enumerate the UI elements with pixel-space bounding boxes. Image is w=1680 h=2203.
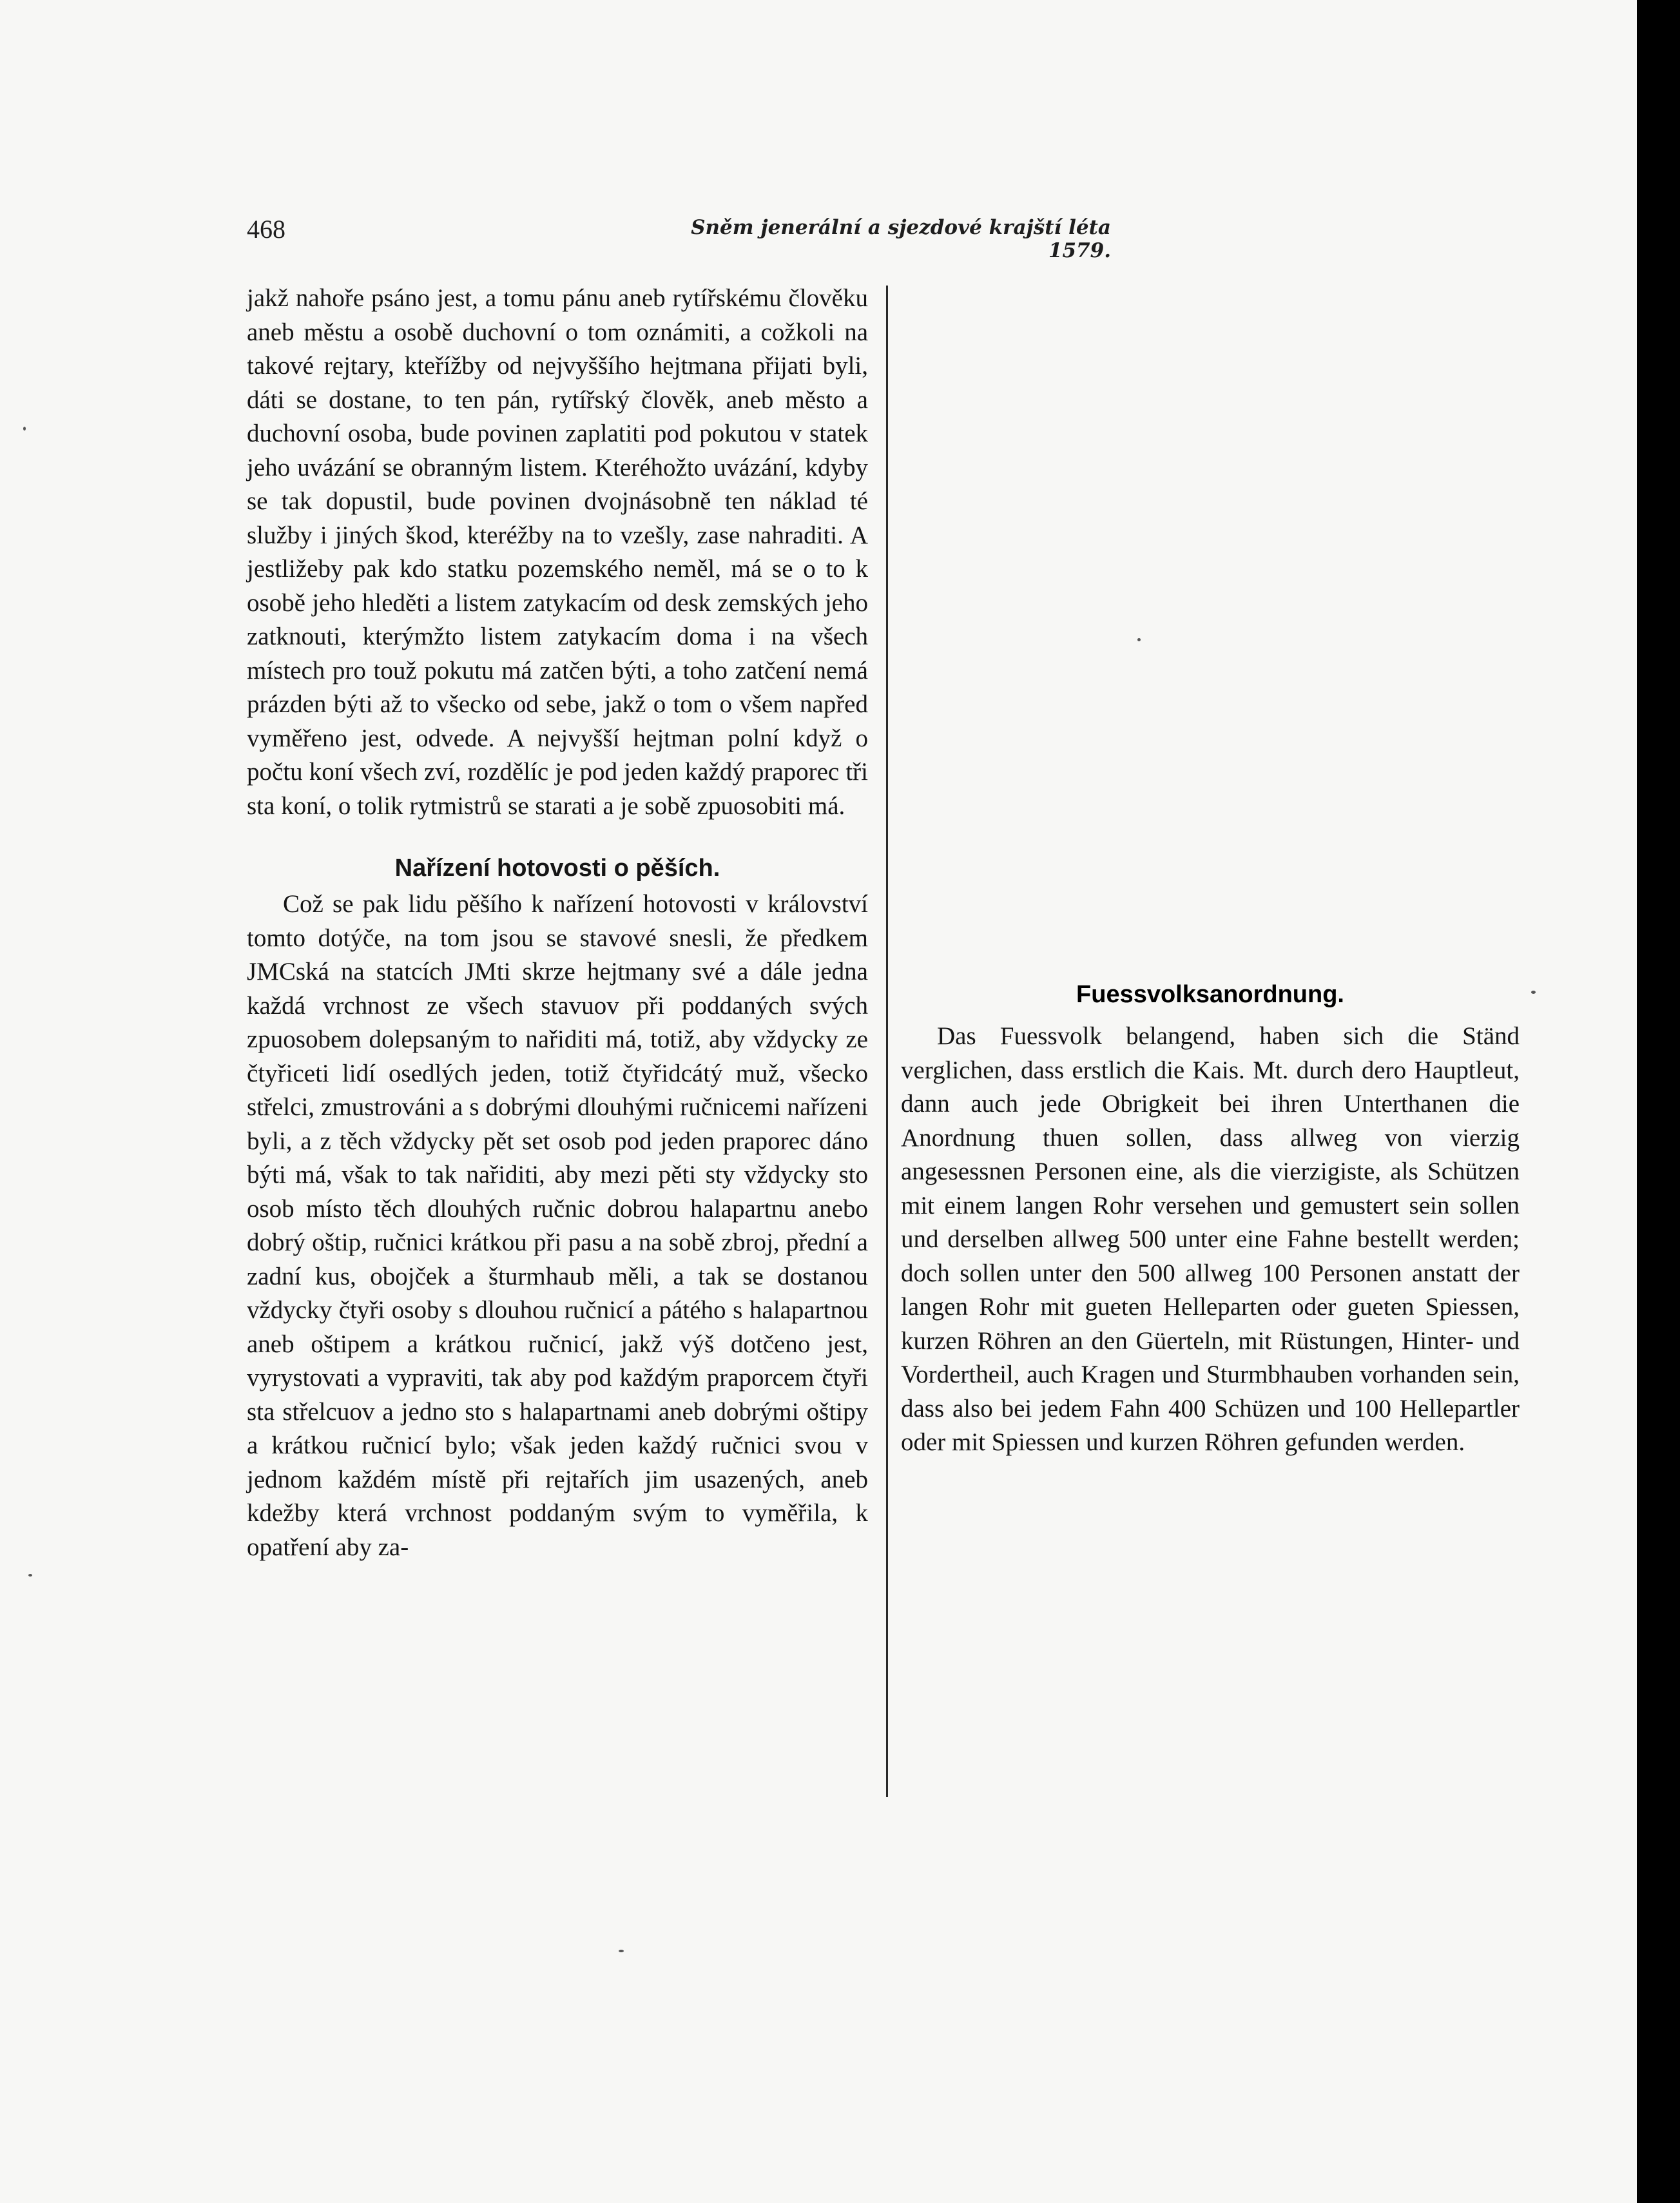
running-title: Sněm jenerální a sjezdové krajští léta 1579.	[691, 216, 1111, 262]
right-section-heading: Fuessvolksanordnung.	[1076, 981, 1344, 1008]
scan-speck	[1137, 638, 1141, 641]
scan-border	[1637, 0, 1680, 2203]
scan-speck	[619, 1950, 624, 1952]
left-section-heading: Nařízení hotovosti o pěších.	[394, 855, 720, 882]
scan-speck	[28, 1574, 32, 1577]
scan-speck	[23, 427, 26, 431]
right-paragraph-infantry: Das Fuessvolk belangend, haben sich die Ständ verglichen, dass erstlich die Kais. Mt. durch dero Hauptleut, dann auch jede Obrigkeit bei ihren Unterthanen die Anordnung thuen sollen, dass allweg von vierzig angesessnen Personen eine, als die vierzigiste, als Schützen mit einem langen Rohr versehen und gemustert sein sollen und derselben allweg 500 unter eine Fahne bestellt werden; doch sollen unter den 500 allweg 100 Personen anstatt der langen Rohr mit gueten Helleparten oder gueten Spiessen, kurzen Röhren an den Güerteln, mit Rüstungen, Hinter- und Vordertheil, auch Kragen und Sturmbhauben vorhanden sein, dass also bei jedem Fahn 400 Schüzen und 100 Hellepartler oder mit Spiessen und kurzen Röhren gefunden werden.	[901, 1022, 1520, 1456]
column-divider	[886, 286, 888, 1797]
left-paragraph-continuation: jakž nahoře psáno jest, a tomu pánu aneb rytířskému člověku aneb městu a osobě duchovní o tom oznámiti, a cožkoli na takové rejtary, kteřížby od nejvyššího hejtmana přijati byli, dáti se dostane, to ten pán, rytířský člověk, aneb město a duchovní osoba, bude povinen zaplatiti pod pokutou v statek jeho uvázání se obranným listem. Kteréhožto uvázání, kdyby se tak dopustil, bude povinen dvojnásobně ten náklad té služby i jiných škod, kteréžby na to vzešly, zase nahraditi. A jestližeby pak kdo statku pozemského neměl, má se o to k osobě jeho hleděti a listem zatykacím od desk zemských jeho zatknouti, kterýmžto listem zatykacím doma i na všech místech pro touž pokutu má zatčen býti, a toho zatčení nemá prázden býti až to všecko od sebe, jakž o tom o všem napřed vyměřeno jest, odvede. A nejvyšší hejtman polní když o počtu koní všech zví, rozdělíc je pod jeden každý praporec tři sta koní, o tolik rytmistrů se starati a je sobě zpuosobiti má.	[247, 284, 868, 820]
left-paragraph-infantry: Což se pak lidu pěšího k nařízení hotovosti v království tomto dotýče, na tom jsou se stavové snesli, že předkem JMCská na statcích JMti skrze hejtmany své a dále jedna každá vrchnost ze všech stavuov při poddaných svých zpuosobem dolepsaným to nařiditi má, totiž, aby vždycky ze čtyřiceti lidí osedlých jeden, totiž čtyřidcátý muž, všecko střelci, zmustrováni a s dobrými dlouhými ručnicemi nařízeni byli, a z těch vždycky pět set osob pod jeden praporec dáno býti má, však to tak nařiditi, aby mezi pěti sty vždycky sto osob místo těch dlouhých ručnic dobrou halapartnu anebo dobrý oštip, ručnici krátkou při pasu a na sobě zbroj, přední a zadní kus, obojček a šturmhaub měli, a tak se dostanou vždycky čtyři osoby s dlouhou ručnicí a pátého s halapartnou aneb oštipem a krátkou ručnicí, jakž výš dotčeno jest, vyrystovati a vypraviti, tak aby pod každým praporcem čtyři sta střelcuov a jedno sto s halapartnami aneb dobrými oštipy a krátkou ručnicí bylo; však jeden každý ručnici svou v jednom každém místě při rejtařích jim usazených, aneb kdežby která vrchnost poddaným svým to vyměřila, k opatření aby za-	[247, 890, 868, 1561]
left-column	[247, 282, 868, 1564]
right-column	[901, 1020, 1520, 1460]
page-number: 468	[247, 215, 285, 244]
scan-speck	[1531, 991, 1536, 994]
